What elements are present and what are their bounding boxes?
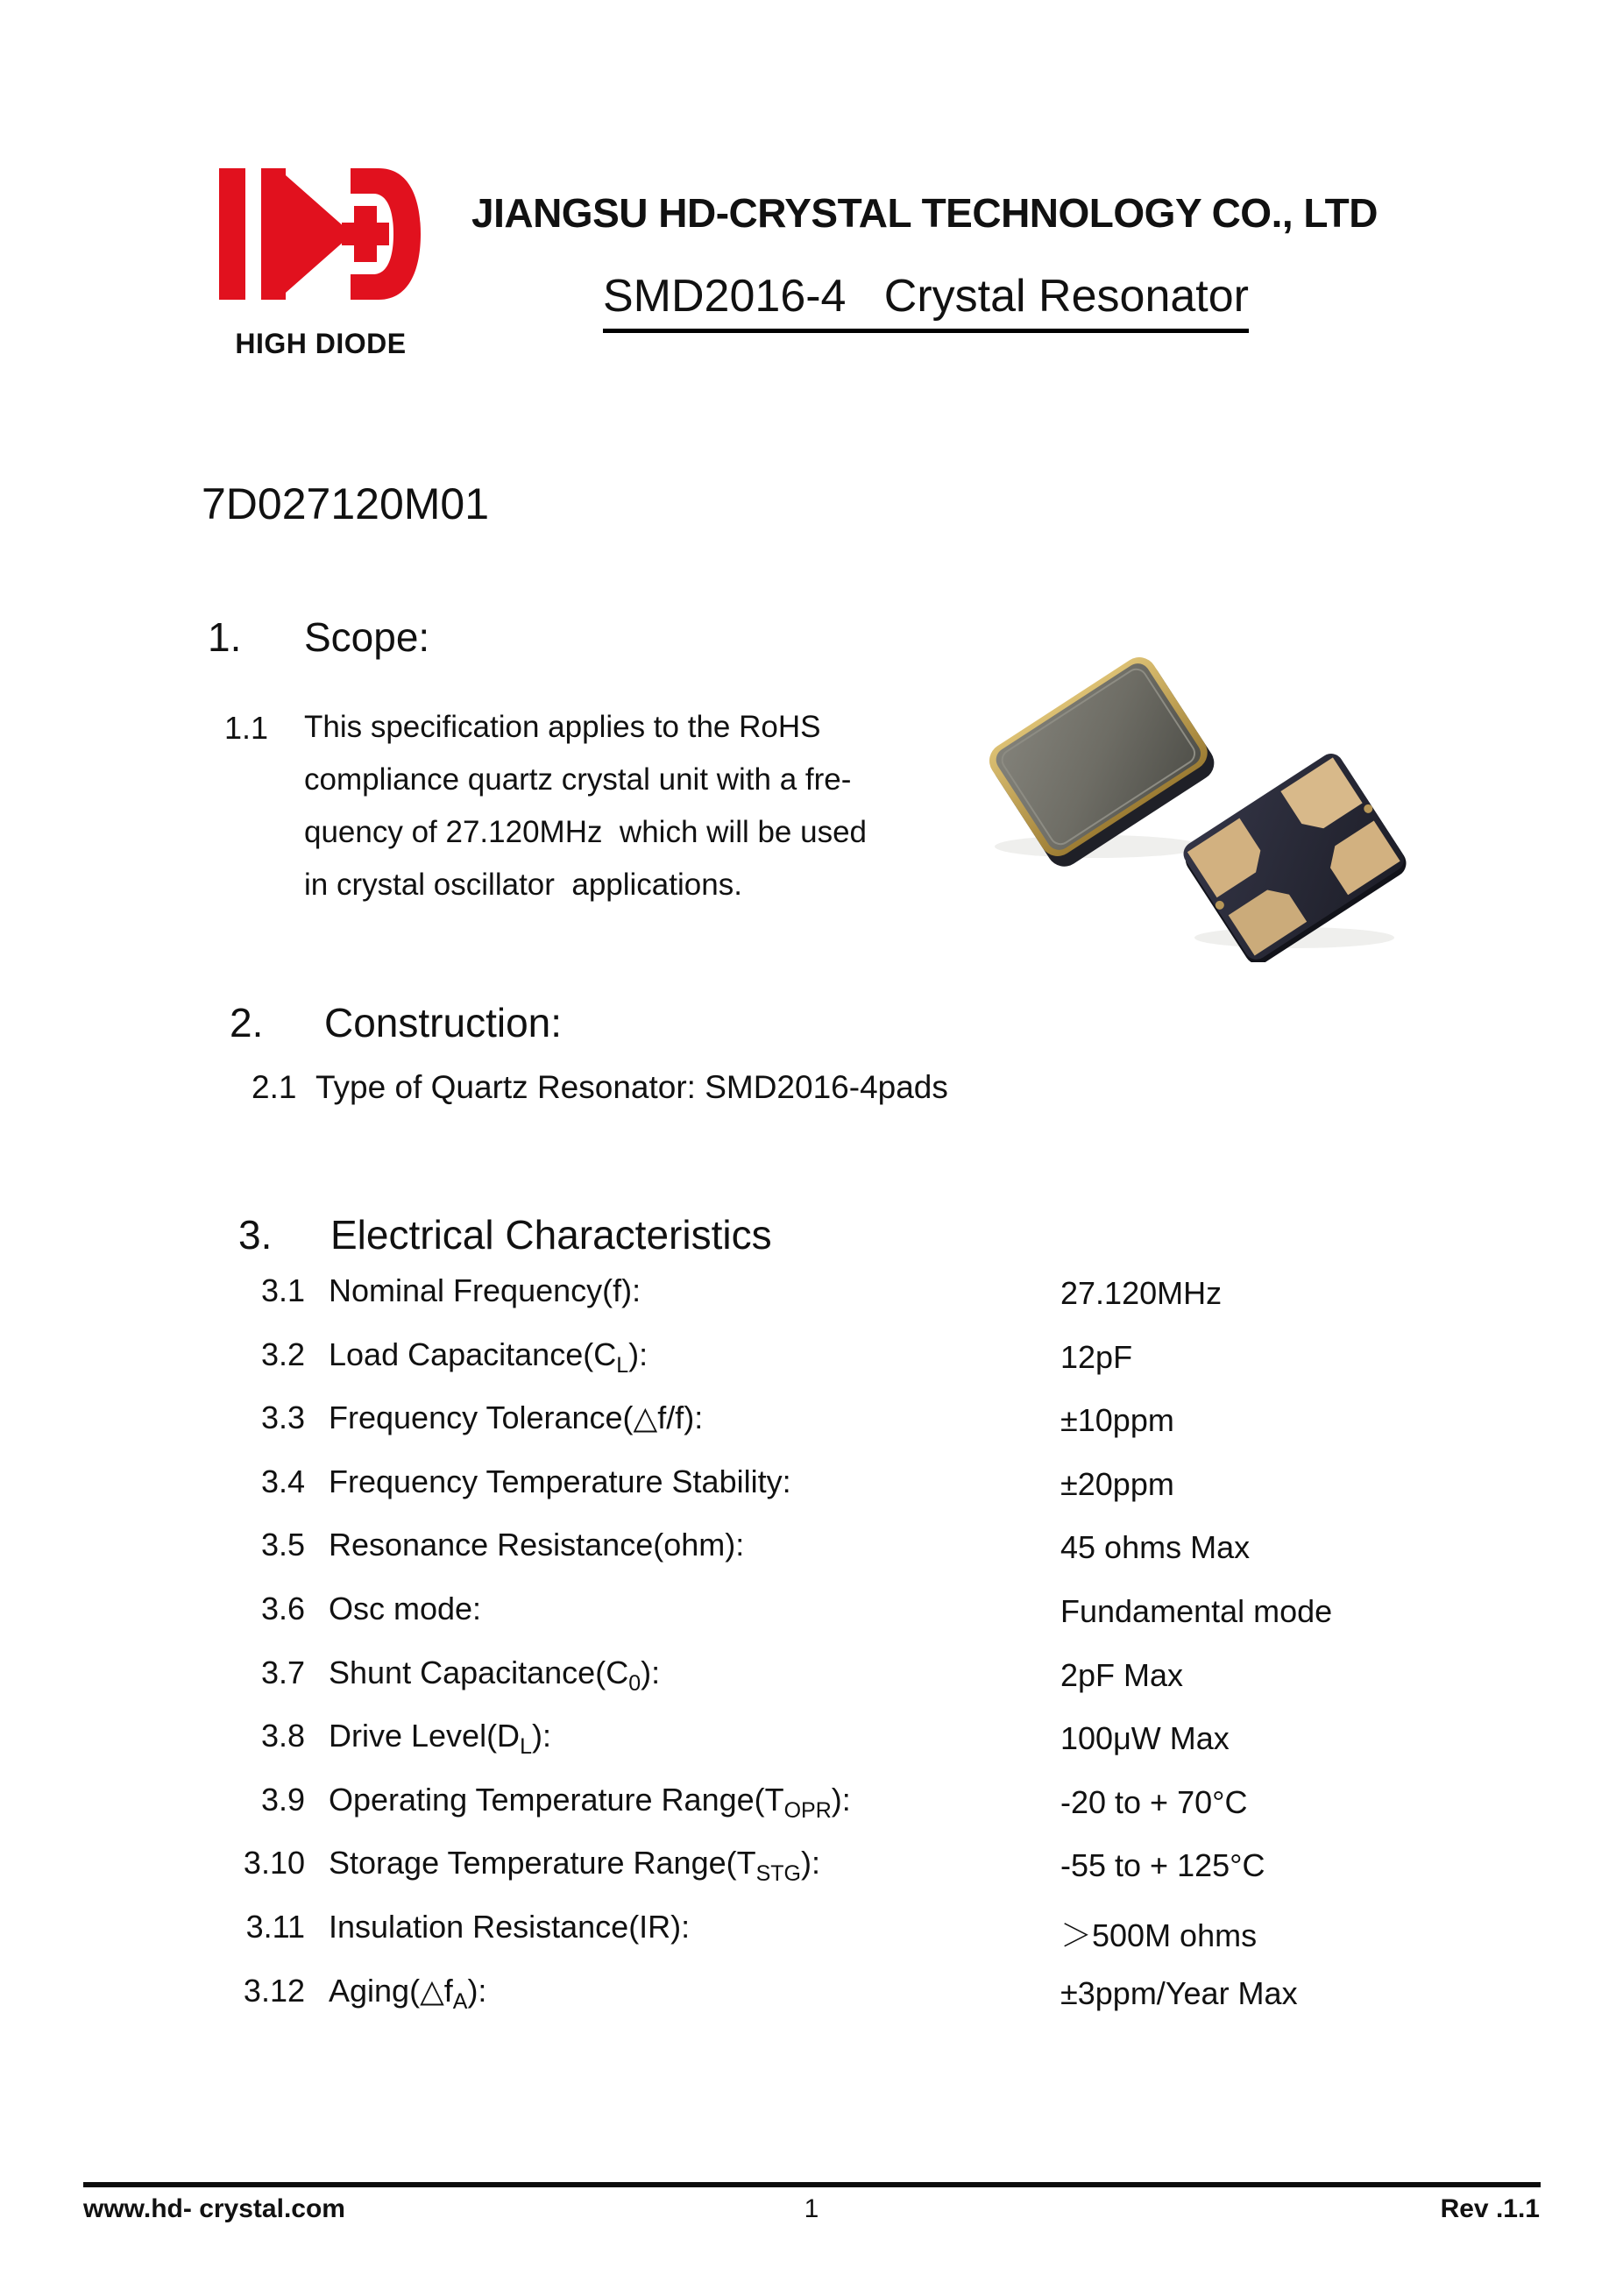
h-right-stroke <box>261 168 286 300</box>
row-label: Osc mode: <box>329 1591 482 1626</box>
section1-number: 1. <box>208 614 242 660</box>
construction-item-number: 2.1 <box>252 1069 297 1105</box>
part-number: 7D027120M01 <box>202 479 490 528</box>
row-label: Operating Temperature $Range(T_{OPR})$: <box>329 1782 851 1824</box>
row-value: -20 to + 70°C <box>1060 1784 1248 1820</box>
scope-item-number: 1.1 <box>224 710 269 746</box>
row-value: ＞500M ohms <box>1060 1917 1258 1953</box>
section3-number: 3. <box>238 1212 273 1258</box>
row-number: 3.11 <box>245 1909 305 1945</box>
hd-diode-logo <box>219 168 422 301</box>
row-number: 3.4 <box>260 1463 305 1499</box>
row-number: 3.7 <box>260 1655 305 1690</box>
row-number: 3.5 <box>260 1527 305 1563</box>
row-number: 3.12 <box>243 1973 305 2009</box>
row-label: Frequency Temperature Stability: <box>329 1463 791 1499</box>
table-row <box>0 1655 1623 1700</box>
row-value: Fundamental mode <box>1060 1593 1333 1629</box>
table-row <box>0 1909 1623 1954</box>
row-label: Resonance Resistance(ohm): <box>329 1527 745 1563</box>
row-value: -55 to + 125°C <box>1060 1847 1265 1883</box>
row-number: 3.6 <box>260 1591 305 1626</box>
footer-rule <box>83 2182 1541 2187</box>
scope-paragraph-line: compliance quartz crystal unit with a fre- <box>304 762 852 797</box>
crystal-package-photo <box>951 647 1442 962</box>
row-number: 3.10 <box>243 1845 305 1881</box>
row-value: 27.120MHz <box>1060 1275 1223 1311</box>
row-value: 12pF <box>1060 1339 1133 1375</box>
construction-item-text: Type of Quartz Resonator: SMD2016-4pads <box>315 1069 948 1105</box>
row-label: Drive $Level(D_L)$: <box>329 1718 551 1760</box>
table-row <box>0 1336 1623 1382</box>
scope-paragraph-line: quency of 27.120MHz which will be used <box>304 815 868 849</box>
row-label: Storage Temperature $Range(T_{STG})$: <box>329 1845 821 1887</box>
section2-number: 2. <box>230 1000 264 1045</box>
section3-title: Electrical Characteristics <box>330 1212 772 1258</box>
row-value: 45 ohms Max <box>1060 1529 1251 1565</box>
row-number: 3.8 <box>260 1718 305 1754</box>
footer-revision: Rev .1.1 <box>1440 2194 1540 2223</box>
table-row <box>0 1782 1623 1827</box>
plus-vertical <box>354 206 377 262</box>
row-value: ±3ppm/Year Max <box>1060 1975 1298 2011</box>
hd-monogram <box>219 168 421 300</box>
table-row <box>0 1718 1623 1763</box>
footer-page-number: 1 <box>804 2194 819 2223</box>
row-value: ±10ppm <box>1060 1402 1174 1438</box>
row-label: Nominal Frequency(f): <box>329 1272 641 1308</box>
row-label: $Aging(\triangle f_A)$: <box>329 1973 487 2015</box>
row-label: Shunt $Capacitance(C_0)$: <box>329 1655 661 1697</box>
row-value: ±20ppm <box>1060 1466 1174 1502</box>
product-title: SMD2016-4 Crystal Resonator <box>603 270 1249 333</box>
row-value: 2pF Max <box>1060 1657 1184 1693</box>
section2-title: Construction: <box>324 1000 563 1045</box>
table-row <box>0 1973 1623 2018</box>
table-row <box>0 1845 1623 1890</box>
scope-paragraph-line: This specification applies to the RoHS <box>304 710 821 744</box>
row-number: 3.9 <box>260 1782 305 1818</box>
section1-title: Scope: <box>304 614 430 660</box>
company-title: JIANGSU HD-CRYSTAL TECHNOLOGY CO., LTD <box>471 190 1378 236</box>
scope-paragraph-line: in crystal oscillator applications. <box>304 868 742 902</box>
logo-wordmark: HIGH DIODE <box>235 328 407 359</box>
table-row <box>0 1400 1623 1445</box>
chip-metal-lid <box>991 659 1205 854</box>
table-row <box>0 1527 1623 1572</box>
table-row <box>0 1272 1623 1318</box>
row-label: Frequency Tolerance(△f/f): <box>329 1400 704 1435</box>
row-label: Load $Capacitance(C_L)$: <box>329 1336 648 1378</box>
crystal-bottom-view <box>1177 749 1411 962</box>
table-row <box>0 1463 1623 1509</box>
h-left-stroke <box>219 168 245 300</box>
row-label: Insulation Resistance(IR): <box>329 1909 691 1945</box>
row-number: 3.2 <box>260 1336 305 1372</box>
footer-website: www.hd- crystal.com <box>83 2194 345 2223</box>
table-row <box>0 1591 1623 1636</box>
row-value: 100μW Max <box>1060 1720 1230 1756</box>
row-number: 3.1 <box>260 1272 305 1308</box>
row-number: 3.3 <box>260 1400 305 1435</box>
